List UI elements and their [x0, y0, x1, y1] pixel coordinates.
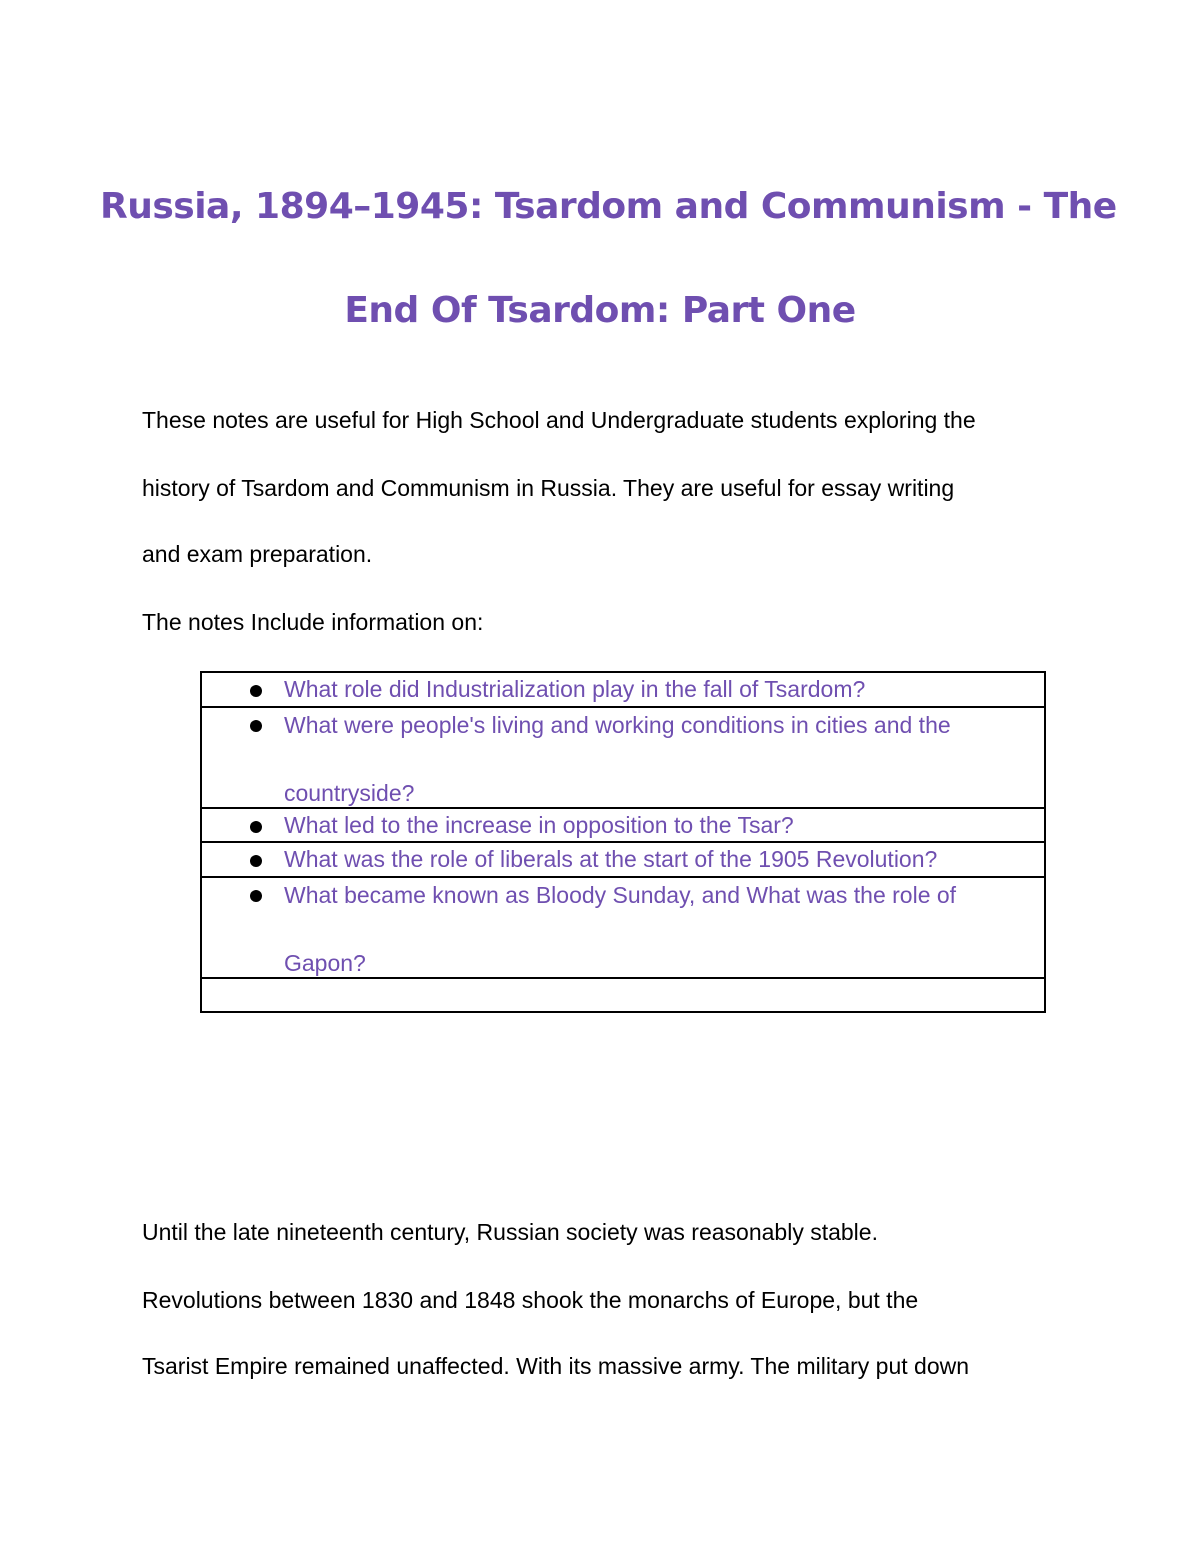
body-line-3: Tsarist Empire remained unaffected. With its massive army. The military put down — [142, 1353, 970, 1379]
includes-label: The notes Include information on: — [142, 609, 484, 635]
topic-row — [201, 808, 1045, 842]
intro-line-2: history of Tsardom and Communism in Russia. They are useful for essay writing — [142, 475, 955, 501]
topic-text-continued: countryside? — [284, 780, 415, 806]
topic-text-continued: Gapon? — [284, 950, 366, 976]
bullet-icon — [250, 720, 262, 732]
bullet-icon — [250, 685, 262, 697]
empty-row — [201, 978, 1045, 1012]
bullet-icon — [250, 821, 262, 833]
topic-text: What was the role of liberals at the start of the 1905 Revolution? — [284, 846, 938, 872]
intro-line-3: and exam preparation. — [142, 541, 373, 567]
topic-row — [201, 877, 1045, 978]
topic-row — [201, 707, 1045, 808]
topic-text: What led to the increase in opposition to the Tsar? — [284, 812, 794, 838]
document-title-line-2: End Of Tsardom: Part One — [344, 290, 856, 331]
topic-row — [201, 842, 1045, 877]
topic-row — [201, 672, 1045, 707]
body-line-2: Revolutions between 1830 and 1848 shook the monarchs of Europe, but the — [142, 1287, 919, 1313]
intro-line-1: These notes are useful for High School and Undergraduate students exploring the — [142, 407, 976, 433]
bullet-icon — [250, 855, 262, 867]
topic-text: What were people's living and working conditions in cities and the — [284, 712, 951, 738]
topics-table — [200, 671, 1046, 1013]
bullet-icon — [250, 890, 262, 902]
topic-text: What became known as Bloody Sunday, and What was the role of — [284, 882, 957, 908]
topic-text: What role did Industrialization play in the fall of Tsardom? — [284, 676, 866, 702]
body-line-1: Until the late nineteenth century, Russian society was reasonably stable. — [142, 1219, 878, 1245]
document-title-line-1: Russia, 1894–1945: Tsardom and Communism - The — [100, 186, 1117, 227]
